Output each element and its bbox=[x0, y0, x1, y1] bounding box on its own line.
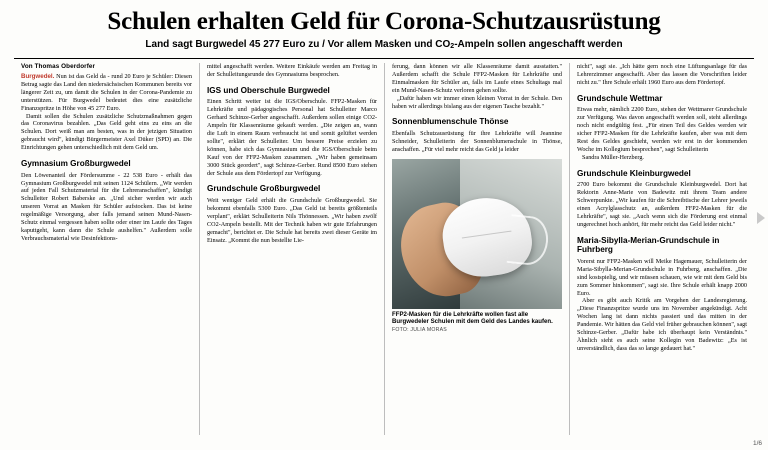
paragraph bbox=[207, 197, 377, 244]
page-indicator: 1/6 bbox=[752, 440, 762, 447]
co2-subscript: 2 bbox=[215, 220, 219, 228]
paragraph: ferung, dann können wir alle Klassenräume damit ausstatten." Außerdem schafft die Schule FFP2-Masken für Lehrkräfte und Einmalmasken für Schüler an, falls im Laufe eines Schultags mal ein Mund-Nasen-Schutz verloren gehen sollte. bbox=[392, 63, 562, 94]
subheadline bbox=[14, 39, 754, 53]
photo-credit: FOTO: JULIA MORAS bbox=[392, 326, 447, 333]
paragraph bbox=[21, 73, 192, 113]
paragraph: Vorerst nur FFP2-Masken will Meike Hagemauer, Schulleiterin der Maria-Sibylla-Merian-Grundschule in Fuhrberg, anschaffen. „Die sind kostspielig, und wir müssen schauen, wie wir mit dem Geld bis zum Sommer hinkommen", sagt sie. Ihre Schule erhält knapp 2000 Euro. bbox=[577, 257, 747, 297]
column-3 bbox=[384, 63, 569, 435]
section-heading-sonnenblumenschule: Sonnenblumenschule Thönse bbox=[392, 117, 509, 127]
article-photo bbox=[392, 159, 562, 309]
paragraph: 2700 Euro bekommt die Grundschule Kleinburgwedel. Dort hat Rektorin Anne-Marie von Badewitz mit ihrem Team andere Schwerpunkte. „Wir kaufen für die Schreibtische der Lehrer jeweils einen Acrylglasschutz an, außerdem FFP2-Masken für die Lehrkräfte", sagt sie. „Auch wenn sich die Förderung erst einmal ungerechnet hoch anhört, für mehr reicht das Geld leider nicht." bbox=[577, 181, 747, 228]
paragraph-text: Weit weniger Geld erhält die Grundschule Großburgwedel. Sie bekommt ebenfalls 5300 Euro. „Das Geld ist bereits größtenteils verplant", erklärt Schulleiterin Nils Thönnessen. „Wir haben zwölf CO bbox=[207, 197, 377, 228]
subheadline-part-2: -Ampeln sollen angeschafft werden bbox=[454, 39, 623, 50]
article-photo-wrap bbox=[392, 159, 562, 333]
paragraph: nicht", sagt sie. „Ich hätte gern noch eine Lüftungsanlage für das Lehrerzimmer angeschafft. Aber das lassen die Vorschriften leider nicht zu." Ihre Schule erhält 1960 Euro aus dem Fördertopf. bbox=[577, 63, 747, 86]
byline: Von Thomas Oberdorfer bbox=[21, 63, 96, 70]
next-page-arrow-icon[interactable] bbox=[757, 212, 765, 224]
page-title: Schulen erhalten Geld für Corona-Schutzausrüstung bbox=[107, 8, 661, 35]
paragraph: Sandra Müller-Herzberg. bbox=[582, 153, 644, 161]
paragraph: Etwas mehr, nämlich 2200 Euro, stehen der Wettmarer Grundschule zur Verfügung. Was davon angeschafft werden soll, steht allerdings noch nicht endgültig fest. „Für einen Teil des Geldes werden wir sicher FFP2-Masken für die Lehrkräfte kaufen, aber was mit dem Rest des Geldes geschieht, werden wir erst in der kommenden Woche im Kollegium besprechen", sagt Schulleiterin bbox=[577, 106, 747, 153]
co2-subscript: 2 bbox=[371, 114, 375, 122]
header-divider bbox=[14, 58, 754, 59]
column-1 bbox=[14, 63, 199, 435]
dateline: Burgwedel. bbox=[21, 73, 55, 80]
section-heading-igs: IGS und Oberschule Burgwedel bbox=[207, 85, 330, 95]
paragraph: Aber es gibt auch Kritik am Vorgehen der Landesregierung. „Diese Finanzspritze wurde uns im November angekündigt. Acht Wochen lang ist dann nichts passiert und das mitten in der Pandemie. Wir hätten das Geld viel früher gebrauchen können", sagt Schinze-Gerber. „Dafür habe ich überhaupt kein Verständnis." Ähnlich sieht es auch seine Kollegin von Badewitz: „Es ist unverständlich, dass das so lange gedauert hat." bbox=[577, 297, 747, 352]
section-heading-kleinburgwedel: Grundschule Kleinburgwedel bbox=[577, 168, 691, 178]
subheadline-part-1: Land sagt Burgwedel 45 277 Euro zu / Vor allem Masken und CO bbox=[145, 39, 451, 50]
paragraph bbox=[207, 98, 377, 177]
paragraph: mittel angeschafft werden. Weitere Einkäufe werden am Freitag in der Schulleitungsrunde des Gymnasiums besprochen. bbox=[207, 63, 377, 78]
paragraph-text: Nun ist das Geld da - rund 20 Euro je Schüler: Diesen Betrag sagte das Land den niedersächsischen Kommunen bereits vor längerer Zeit zu, um damit die Schulen in der Corona-Pandemie zu unterstützen. Für Burgwedel bedeutet dies eine zusätzliche Finanzspritze in Höhe von 45 277 Euro. bbox=[21, 73, 192, 112]
paragraph-text-cont: -Ampeln für Klassenräume gekauft werden. „Die zeigen an, wann die Luft in einem Raum verbraucht ist und somit gelüftet werden sollte", erklärt der Schulleiter. Um bessere Preise erzielen zu können, habe sich das Gymnasium und die IGS/Oberschule beim Kauf von der FFP2-Masken zusammen. „Wir haben gemeinsam 3000 Stück geordert", sagt Schinze-Gerber. Rund 8500 Euro stehen der Schule aus dem Fördertopf zur Verfügung. bbox=[207, 114, 377, 177]
section-heading-grundschule-grossburgwedel: Grundschule Großburgwedel bbox=[207, 184, 321, 194]
paragraph-text-cont: -Ampeln bestellt. Mit der Technik haben wir gute Erfahrungen gemacht", berichtet er. Die Schule hat bereits zwei dieser Geräte im Einsatz. „Kommt die nun bestellte Lie- bbox=[207, 220, 377, 244]
paragraph: Den Löwenanteil der Fördersumme - 22 538 Euro - erhält das Gymnasium Großburgwedel mit seinen 1124 Schülern. „Wir werden auf jeden Fall Schutzmaterial für die Lehreranschaffen", kündigt Schulleiter Robert Baberske an. „Und sicher werden wir auch unseren Vorrat an Masken für Schüler aufstocken. Das ist keine regelmäßige Versorgung, aber falls jemand seinen Mund-Nasen-Schutz einmal vergessen haben sollte oder einer im Laufe des Tages kaputtgeht, kann dann die Schule aushelfen." Außerdem solle Verbrauchsmaterial wie Desinfektions- bbox=[21, 171, 192, 242]
subheadline-subscript: 2 bbox=[450, 43, 455, 50]
paragraph: „Dafür haben wir immer einen kleinen Vorrat in der Schule. Den haben wir allerdings bislang aus der eigenen Tasche bezahlt." bbox=[392, 94, 562, 110]
article-columns bbox=[14, 63, 754, 435]
column-4 bbox=[569, 63, 754, 435]
section-heading-gymnasium: Gymnasium Großburgwedel bbox=[21, 159, 131, 169]
photo-caption: FFP2-Masken für die Lehrkräfte wollen fast alle Burgwedeler Schulen mit dem Geld des Landes kaufen. bbox=[392, 310, 553, 326]
paragraph: Damit sollen die Schulen zusätzliche Schutzmaßnahmen gegen das Coronavirus bezahlen. „Das Geld geht eins zu eins an die Schulen. Dort weiß man am besten, was in der jetzigen Situation gebraucht wird", kündigt Bürgermeister Axel Düker (SPD) an. Die Einrichtungen gehen unterschiedlich mit dem Geld um. bbox=[21, 112, 192, 152]
paragraph: Ebenfalls Schutzausrüstung für ihre Lehrkräfte will Jeannine Schneider, Schulleiterin der Sonnenblumenschule in Thönse, anschaffen. „Für viel mehr reicht das Geld ja leider bbox=[392, 130, 562, 153]
section-heading-merian-schule: Maria-Sibylla-Merian-Grundschule in Fuhrberg bbox=[577, 235, 720, 255]
column-2 bbox=[199, 63, 384, 435]
paragraph-text: Einen Schritt weiter ist die IGS/Oberschule. FFP2-Masken für Lehrkräfte und pädagogisches Personal hat Schulleiter Marco Gerhard Schinze-Gerber angeschafft. Außerdem sollen einige CO bbox=[207, 98, 377, 122]
section-heading-wettmar: Grundschule Wettmar bbox=[577, 93, 663, 103]
